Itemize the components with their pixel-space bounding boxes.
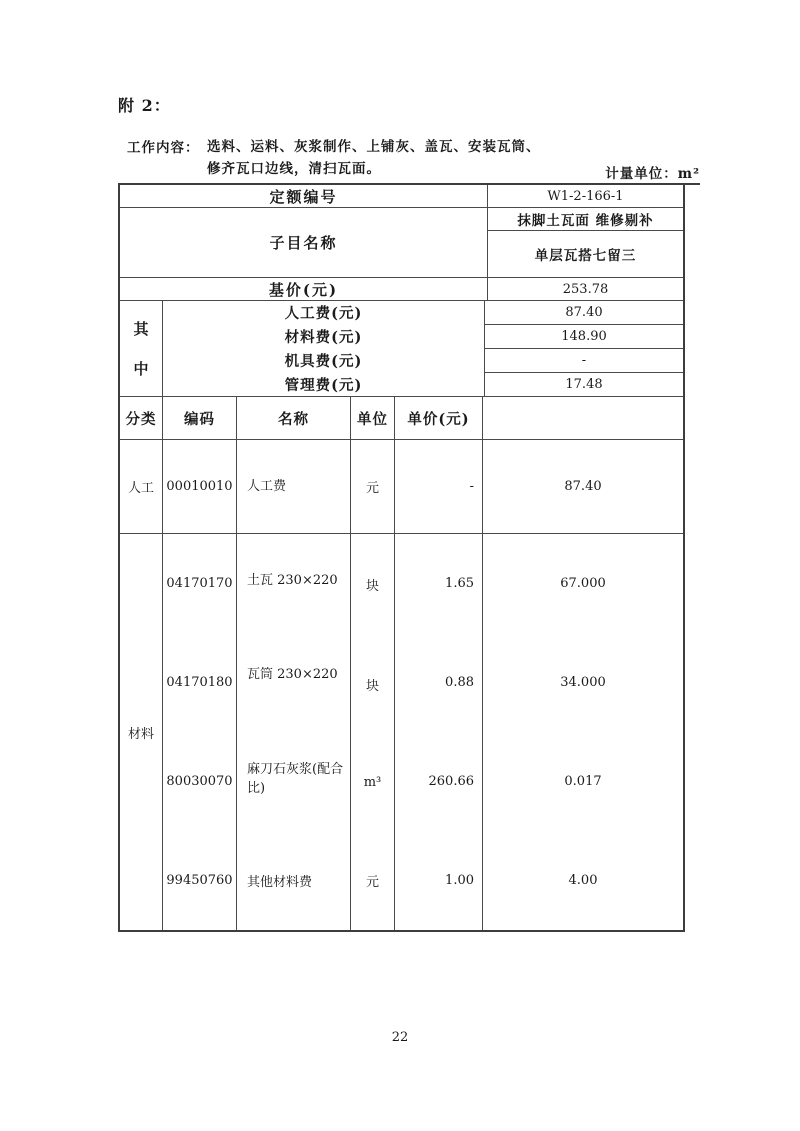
- material-cost-label: 材料费(元): [284, 329, 363, 347]
- material-row-name: 土瓦 230×220: [247, 573, 338, 589]
- cost-values-column: [485, 301, 683, 396]
- detail-header-row: [120, 397, 683, 440]
- labor-row-code: 00010010: [163, 440, 237, 533]
- material-row-quantity: 0.017: [564, 774, 602, 789]
- material-section-row: [120, 534, 683, 930]
- material-row-name: 其他材料费: [247, 875, 313, 891]
- measure-unit-label: 计量单位：m²: [605, 166, 700, 182]
- quota-code-row: [120, 185, 683, 208]
- material-unit-prices-column: [395, 534, 483, 930]
- material-row-code: 04170180: [166, 675, 233, 690]
- work-content-block: [127, 136, 541, 180]
- labor-cost-value: 87.40: [485, 301, 683, 325]
- machine-cost-value: -: [485, 349, 683, 373]
- quota-code-label: 定额编号: [120, 185, 488, 207]
- among-char-top: 其: [133, 320, 149, 339]
- material-row-unit: 块: [365, 578, 379, 594]
- labor-cost-label: 人工费(元): [284, 305, 363, 323]
- material-codes-column: [163, 534, 237, 930]
- material-row-unit: 块: [365, 678, 379, 694]
- header-unit: 单位: [351, 397, 395, 439]
- cost-labels-column: [163, 301, 485, 396]
- material-cost-value: 148.90: [485, 325, 683, 349]
- attachment-label: 附 2：: [118, 96, 171, 115]
- labor-category: 人工: [120, 440, 163, 533]
- material-names-column: [237, 534, 351, 930]
- base-price-label: 基价(元): [120, 278, 488, 300]
- page-number: 22: [391, 1030, 409, 1045]
- material-row-code: 04170170: [166, 576, 233, 591]
- material-row-quantity: 34.000: [560, 675, 606, 690]
- material-row-code: 80030070: [166, 774, 233, 789]
- material-row-unit-price: 260.66: [428, 774, 474, 789]
- material-quantities-column: [483, 534, 683, 930]
- material-row-code: 99450760: [166, 873, 233, 888]
- material-row-name: 麻刀石灰浆(配合比): [247, 761, 344, 797]
- among-label: [120, 301, 163, 396]
- labor-row-quantity: 87.40: [564, 479, 602, 494]
- machine-cost-label: 机具费(元): [284, 352, 363, 370]
- among-char-bottom: 中: [133, 359, 149, 378]
- header-unit-price: 单价(元): [395, 397, 483, 439]
- header-name: 名称: [237, 397, 351, 439]
- item-name-label: 子目名称: [120, 208, 488, 277]
- management-cost-value: 17.48: [565, 377, 603, 392]
- item-name-row: [120, 208, 683, 278]
- labor-row-unit: 元: [351, 440, 395, 533]
- material-row-quantity: 67.000: [560, 576, 606, 591]
- material-row-unit-price: 1.00: [445, 873, 474, 888]
- work-content-line1: 选料、运料、灰浆制作、上铺灰、盖瓦、安装瓦筒、: [207, 139, 541, 155]
- base-price-row: [120, 278, 683, 301]
- item-name-values: [488, 208, 683, 277]
- item-group-value: 抹脚土瓦面 维修剔补: [488, 208, 683, 231]
- material-category: 材料: [120, 534, 163, 930]
- header-code: 编码: [163, 397, 237, 439]
- labor-row-name: 人工费: [237, 440, 351, 533]
- material-row-unit: m³: [363, 774, 382, 790]
- quota-table: [118, 183, 685, 932]
- material-row-unit-price: 1.65: [445, 576, 474, 591]
- material-row-unit-price: 0.88: [445, 675, 474, 690]
- header-quantity: [483, 397, 683, 439]
- material-row-unit: 元: [365, 874, 379, 890]
- labor-section-row: [120, 440, 683, 534]
- cost-breakdown-section: [120, 301, 683, 397]
- header-category: 分类: [120, 397, 163, 439]
- work-content-label: 工作内容：: [127, 140, 200, 156]
- work-content-line2: 修齐瓦口边线，清扫瓦面。: [207, 161, 381, 177]
- table-top-border-extension: [685, 183, 700, 185]
- material-row-name: 瓦筒 230×220: [247, 667, 338, 683]
- material-units-column: [351, 534, 395, 930]
- item-name-value: 单层瓦搭七留三: [534, 248, 637, 264]
- management-cost-label: 管理费(元): [284, 376, 363, 394]
- labor-row-unit-price: -: [395, 440, 483, 533]
- base-price-value: 253.78: [562, 281, 609, 297]
- material-row-quantity: 4.00: [568, 873, 598, 888]
- quota-code-value: W1-2-166-1: [547, 188, 624, 204]
